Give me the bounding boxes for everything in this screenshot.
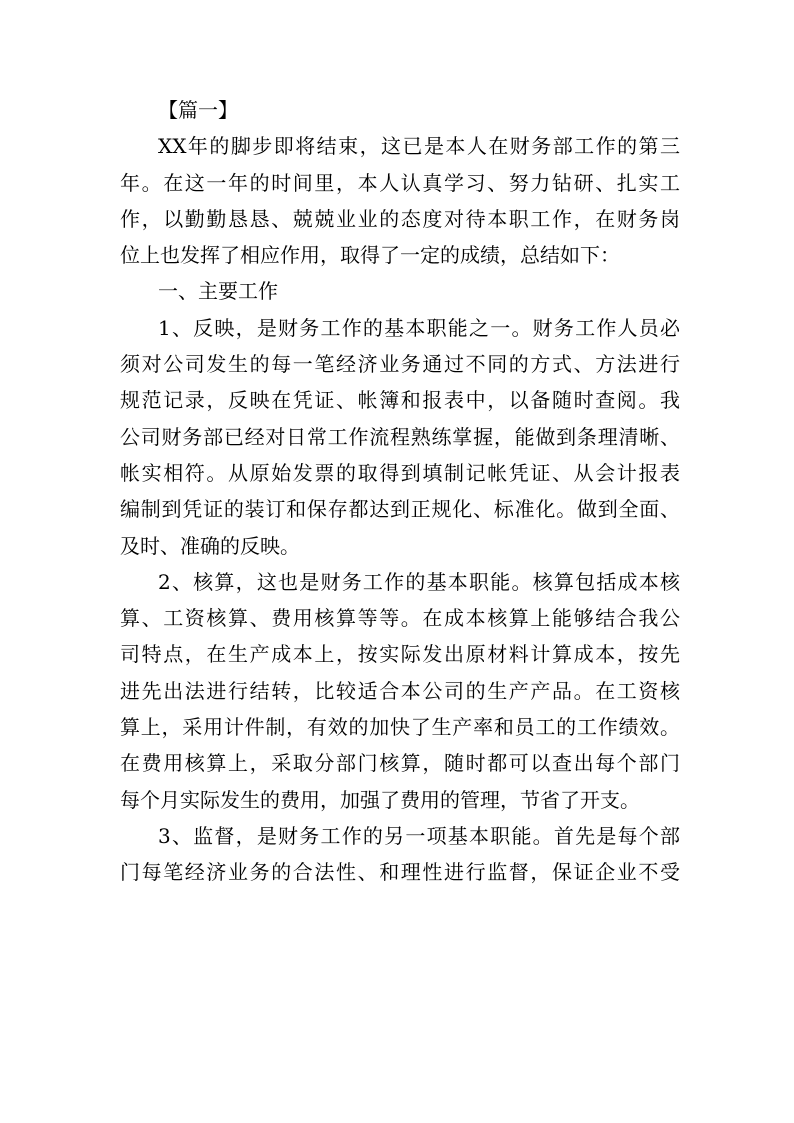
text-line: 位上也发挥了相应作用，取得了一定的成绩，总结如下： bbox=[120, 243, 620, 268]
text-line: 年。在这一年的时间里，本人认真学习、努力钻研、扎实工 bbox=[120, 170, 680, 195]
document-page bbox=[120, 92, 680, 891]
text-line: 3、监督，是财务工作的另一项基本职能。首先是每个部 bbox=[158, 823, 680, 848]
text-line: 算上，采用计件制，有效的加快了生产率和员工的工作绩效。 bbox=[120, 715, 680, 740]
text-line: 帐实相符。从原始发票的取得到填制记帐凭证、从会计报表 bbox=[120, 460, 680, 485]
text-line: 司特点，在生产成本上，按实际发出原材料计算成本，按先 bbox=[120, 642, 680, 667]
text-line: 每个月实际发生的费用，加强了费用的管理，节省了开支。 bbox=[120, 787, 640, 812]
text-line: 在费用核算上，采取分部门核算，随时都可以查出每个部门 bbox=[120, 751, 680, 776]
text-line: 一、主要工作 bbox=[158, 279, 278, 304]
text-line: XX年的脚步即将结束，这已是本人在财务部工作的第三 bbox=[158, 134, 680, 159]
text-line: 编制到凭证的装订和保存都达到正规化、标准化。做到全面、 bbox=[120, 497, 680, 522]
text-line: 进先出法进行结转，比较适合本公司的生产产品。在工资核 bbox=[120, 678, 680, 703]
text-line: 1、反映，是财务工作的基本职能之一。财务工作人员必 bbox=[158, 315, 680, 340]
text-line: 及时、准确的反映。 bbox=[120, 533, 300, 558]
text-line: 2、核算，这也是财务工作的基本职能。核算包括成本核 bbox=[158, 569, 680, 594]
text-line: 须对公司发生的每一笔经济业务通过不同的方式、方法进行 bbox=[120, 352, 680, 377]
text-line: 公司财务部已经对日常工作流程熟练掌握，能做到条理清晰、 bbox=[120, 424, 680, 449]
text-line: 门每笔经济业务的合法性、和理性进行监督，保证企业不受 bbox=[120, 860, 680, 885]
text-line: 算、工资核算、费用核算等等。在成本核算上能够结合我公 bbox=[120, 606, 680, 631]
text-line: 规范记录，反映在凭证、帐簿和报表中，以备随时查阅。我 bbox=[120, 388, 680, 413]
section-heading: 【篇一】 bbox=[158, 98, 238, 122]
text-line: 作，以勤勤恳恳、兢兢业业的态度对待本职工作，在财务岗 bbox=[120, 206, 680, 231]
